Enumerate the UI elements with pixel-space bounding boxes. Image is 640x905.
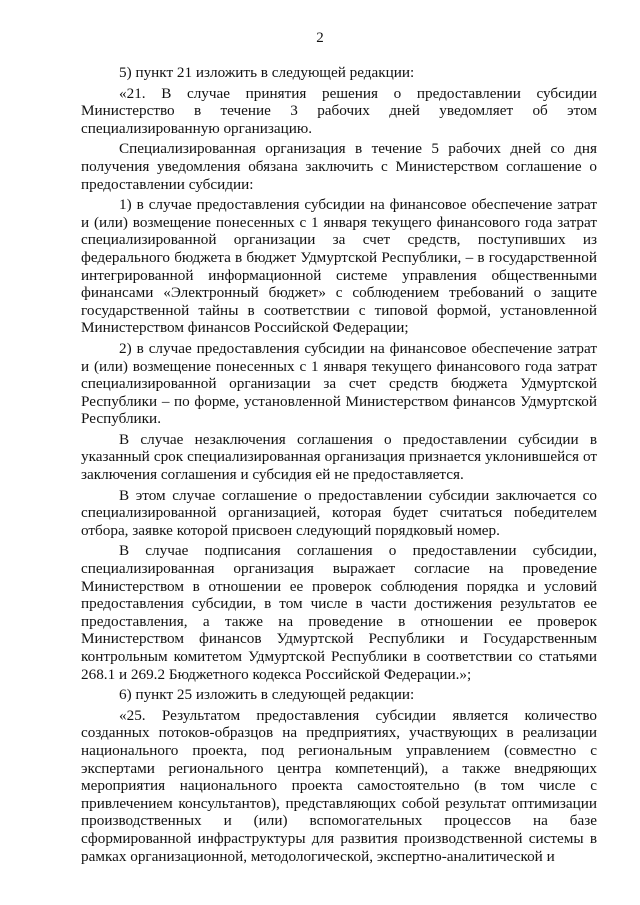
paragraph-inspections-consent: В случае подписания соглашения о предоставлении субсидии, специализированная организация выражает согласие на проведение Министерством в отношении ее проверок соблюдения порядка и условий предоставления субсидии, в том числе в части достижения результатов ее предоставления, а также на проведение в отношении ее проверок Министерством финансов Удмуртской Республики и Государственным контрольным комитетом Удмуртской Республики в соответствии со статьями 268.1 и 269.2 Бюджетного кодекса Российской Федерации.»; [81, 542, 597, 683]
paragraph-next-winner: В этом случае соглашение о предоставлении субсидии заключается со специализированной организацией, которая будет считаться победителем отбора, заявке которой присвоен следующий порядковый номер. [81, 486, 597, 539]
page-number: 2 [316, 30, 324, 46]
paragraph-agreement-deadline: Специализированная организация в течение 5 рабочих дней со дня получения уведомления обязана заключить с Министерством соглашение о предоставлении субсидии: [81, 140, 597, 193]
paragraph-item-6-heading: 6) пункт 25 изложить в следующей редакции: [119, 686, 415, 704]
paragraph-clause-21: «21. В случае принятия решения о предоставлении субсидии Министерство в течение 3 рабочих дней уведомляет об этом специализированную организацию. [81, 84, 597, 137]
paragraph-item-5-heading: 5) пункт 21 изложить в следующей редакции: [119, 64, 415, 81]
paragraph-clause-25: «25. Результатом предоставления субсидии является количество созданных потоков-образцов на предприятиях, участвующих в реализации национального проекта, под региональным управлением (совместно с экспертами регионального центра компетенций), а также внедряющих мероприятия национального проекта самостоятельно (в том числе с привлечением консультантов), представляющих собой результат оптимизации производственных и (или) вспомогательных процессов на базе сформированной инфраструктуры для развития производственной системы в рамках организационной, методологической, экспертно-аналитической и [81, 706, 597, 865]
document-body [81, 64, 597, 868]
paragraph-federal-funding: 1) в случае предоставления субсидии на финансовое обеспечение затрат и (или) возмещение понесенных с 1 января текущего финансового года затрат специализированной организации за счет средств, поступивших из федерального бюджета в бюджет Удмуртской Республики, – в государственной интегрированной информационной системе управления общественными финансами «Электронный бюджет» с соблюдением требований о защите государственной тайны в соответствии с типовой формой, установленной Министерством финансов Российской Федерации; [81, 196, 597, 337]
paragraph-regional-funding: 2) в случае предоставления субсидии на финансовое обеспечение затрат и (или) возмещение понесенных с 1 января текущего финансового года затрат специализированной организации за счет средств бюджета Удмуртской Республики – по форме, установленной Министерством финансов Удмуртской Республики. [81, 339, 597, 428]
paragraph-non-conclusion: В случае незаключения соглашения о предоставлении субсидии в указанный срок специализированная организация признается уклонившейся от заключения соглашения и субсидия ей не предоставляется. [81, 430, 597, 484]
